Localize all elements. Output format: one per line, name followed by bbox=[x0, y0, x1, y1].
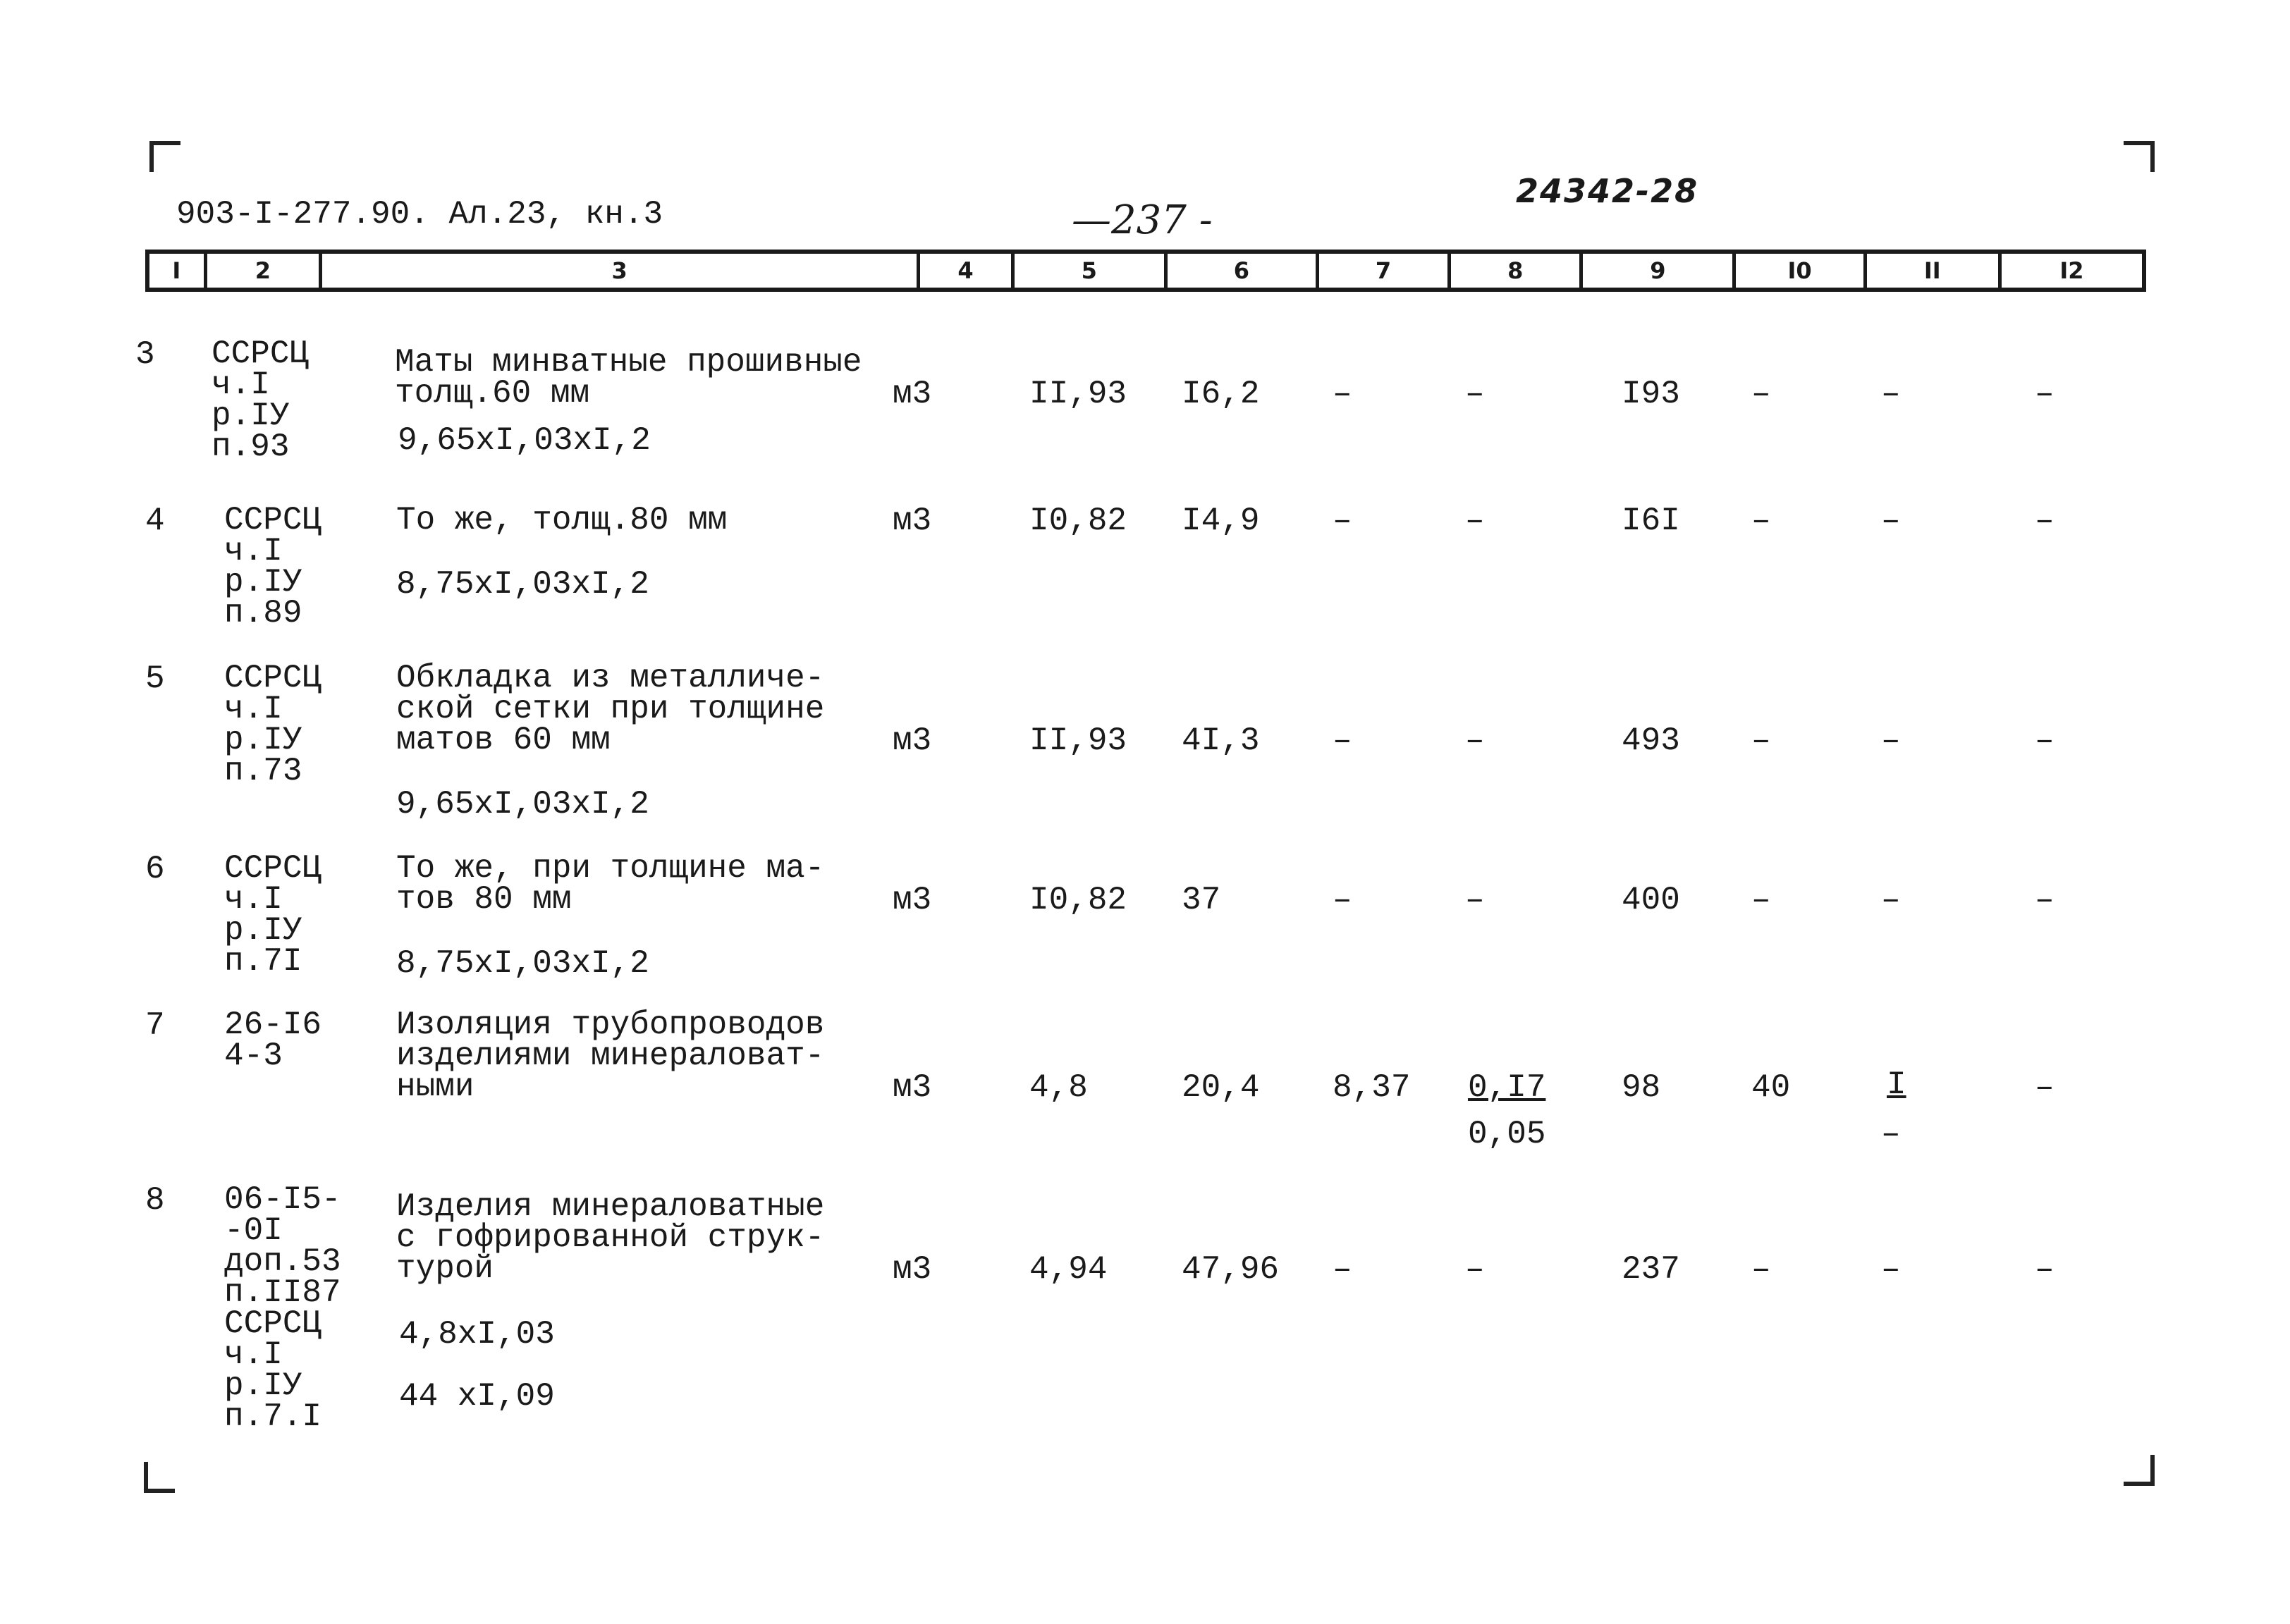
unit: м3 bbox=[893, 1069, 932, 1106]
cell-col6: I6,2 bbox=[1182, 376, 1260, 412]
cell-col5: 4,8 bbox=[1029, 1069, 1088, 1106]
norm-code: ССРСЦ ч.I р.IУ п.7I bbox=[224, 850, 322, 980]
cell-col7: – bbox=[1333, 1251, 1352, 1288]
quantity-calculation: 8,75xI,03xI,2 bbox=[396, 566, 649, 603]
cell-col12: – bbox=[2035, 882, 2055, 918]
cell-col10: – bbox=[1751, 882, 1771, 918]
work-description: Маты минватные прошивные толщ.60 мм bbox=[395, 344, 862, 412]
cell-col9: 400 bbox=[1622, 882, 1680, 918]
cell-col8: – bbox=[1465, 882, 1485, 918]
norm-code: 26-I6 4-3 bbox=[224, 1007, 322, 1074]
column-header: I0 bbox=[1736, 254, 1866, 288]
work-description: Обкладка из металличе- ской сетки при толщине матов 60 мм bbox=[396, 660, 825, 758]
unit: м3 bbox=[893, 722, 932, 759]
cell-col6: 20,4 bbox=[1182, 1069, 1260, 1106]
cell-col11: – bbox=[1881, 503, 1901, 539]
cell-col10: – bbox=[1751, 1251, 1771, 1288]
cell-col6: I4,9 bbox=[1182, 503, 1260, 539]
cell-col5: II,93 bbox=[1029, 722, 1127, 759]
cell-col5: 4,94 bbox=[1029, 1251, 1108, 1288]
work-description: То же, при толщине ма- тов 80 мм bbox=[396, 850, 825, 918]
column-header: 8 bbox=[1451, 254, 1583, 288]
work-description: То же, толщ.80 мм bbox=[396, 502, 728, 539]
cell-col9: 98 bbox=[1622, 1069, 1661, 1106]
corner-mark-top-left bbox=[149, 141, 180, 172]
cell-col7: – bbox=[1333, 503, 1352, 539]
cell-col10: – bbox=[1751, 722, 1771, 759]
unit: м3 bbox=[893, 1251, 932, 1288]
cell-col8: – bbox=[1465, 503, 1485, 539]
cell-col7: – bbox=[1333, 722, 1352, 759]
cell-col6: 4I,3 bbox=[1182, 722, 1260, 759]
cell-col5: II,93 bbox=[1029, 376, 1127, 412]
column-header: 6 bbox=[1168, 254, 1319, 288]
cell-col12: – bbox=[2035, 376, 2055, 412]
row-number: 6 bbox=[145, 851, 165, 887]
norm-code: ССРСЦ ч.I р.IУ п.89 bbox=[224, 502, 322, 632]
column-header: II bbox=[1867, 254, 2002, 288]
corner-mark-bottom-left bbox=[144, 1462, 175, 1493]
work-description: Изделия минераловатные с гофрированной струк- турой bbox=[396, 1188, 825, 1287]
unit: м3 bbox=[893, 376, 932, 412]
column-header: 4 bbox=[920, 254, 1014, 288]
cell-col12: – bbox=[2035, 1069, 2055, 1106]
cell-col12: – bbox=[2035, 1251, 2055, 1288]
row-number: 4 bbox=[145, 503, 165, 539]
row-number: 3 bbox=[135, 336, 155, 373]
cell-col7: – bbox=[1333, 376, 1352, 412]
column-header: 2 bbox=[207, 254, 322, 288]
quantity-calculation: 4,8xI,03 bbox=[399, 1316, 555, 1353]
cell-col11: – bbox=[1881, 1251, 1901, 1288]
cell-col6: 37 bbox=[1182, 882, 1221, 918]
cell-col9: 237 bbox=[1622, 1251, 1680, 1288]
quantity-calculation: 9,65xI,03xI,2 bbox=[396, 786, 649, 823]
cell-col12: – bbox=[2035, 722, 2055, 759]
corner-mark-bottom-right bbox=[2124, 1455, 2155, 1486]
inventory-stamp: 24342-28 bbox=[1516, 172, 1699, 210]
cell-col11: I bbox=[1887, 1066, 1906, 1103]
cell-col6: 47,96 bbox=[1182, 1251, 1280, 1288]
column-header: 7 bbox=[1319, 254, 1451, 288]
cell-col8: – bbox=[1465, 722, 1485, 759]
column-header: I2 bbox=[2059, 257, 2084, 284]
column-header-row bbox=[145, 250, 2146, 292]
cell-col11: – bbox=[1881, 882, 1901, 918]
cell-col5: I0,82 bbox=[1029, 503, 1127, 539]
cell-col11: – bbox=[1881, 722, 1901, 759]
row-number: 8 bbox=[145, 1182, 165, 1219]
cell-col10: – bbox=[1751, 376, 1771, 412]
unit: м3 bbox=[893, 882, 932, 918]
cell-col9: I6I bbox=[1622, 503, 1680, 539]
cell-col8-secondary: 0,05 bbox=[1468, 1116, 1546, 1152]
unit: м3 bbox=[893, 503, 932, 539]
cell-col10: – bbox=[1751, 503, 1771, 539]
cell-col5: I0,82 bbox=[1029, 882, 1127, 918]
cell-col12: – bbox=[2035, 503, 2055, 539]
cell-col8: – bbox=[1465, 376, 1485, 412]
column-header: 9 bbox=[1583, 254, 1736, 288]
column-header: 3 bbox=[322, 254, 920, 288]
row-number: 7 bbox=[145, 1007, 165, 1044]
cell-col10: 40 bbox=[1751, 1069, 1791, 1106]
page-number: —237 - bbox=[1072, 197, 1213, 243]
cell-col7: – bbox=[1333, 882, 1352, 918]
cell-col9: I93 bbox=[1622, 376, 1680, 412]
quantity-calculation: 9,65xI,03xI,2 bbox=[398, 422, 651, 459]
work-description: Изоляция трубопроводов изделиями минераловат- ными bbox=[396, 1007, 825, 1105]
cell-col9: 493 bbox=[1622, 722, 1680, 759]
cell-col8: – bbox=[1465, 1251, 1485, 1288]
cell-col7: 8,37 bbox=[1333, 1069, 1411, 1106]
cell-col8: 0,I7 bbox=[1468, 1069, 1546, 1106]
row-number: 5 bbox=[145, 660, 165, 697]
quantity-calculation: 8,75xI,03xI,2 bbox=[396, 945, 649, 982]
cell-col11-secondary: – bbox=[1881, 1116, 1901, 1152]
corner-mark-top-right bbox=[2124, 141, 2155, 172]
cell-col11: – bbox=[1881, 376, 1901, 412]
column-header: 5 bbox=[1015, 254, 1168, 288]
norm-code: ССРСЦ ч.I р.IУ п.93 bbox=[212, 336, 310, 465]
norm-code: ССРСЦ ч.I р.IУ п.73 bbox=[224, 660, 322, 789]
quantity-calculation-2: 44 xI,09 bbox=[399, 1378, 555, 1415]
document-code: 903-I-277.90. Ал.23, кн.3 bbox=[176, 196, 663, 233]
norm-code: 06-I5- -0I доп.53 п.II87 ССРСЦ ч.I р.IУ п.7.I bbox=[224, 1181, 341, 1435]
column-header: I bbox=[149, 254, 207, 288]
